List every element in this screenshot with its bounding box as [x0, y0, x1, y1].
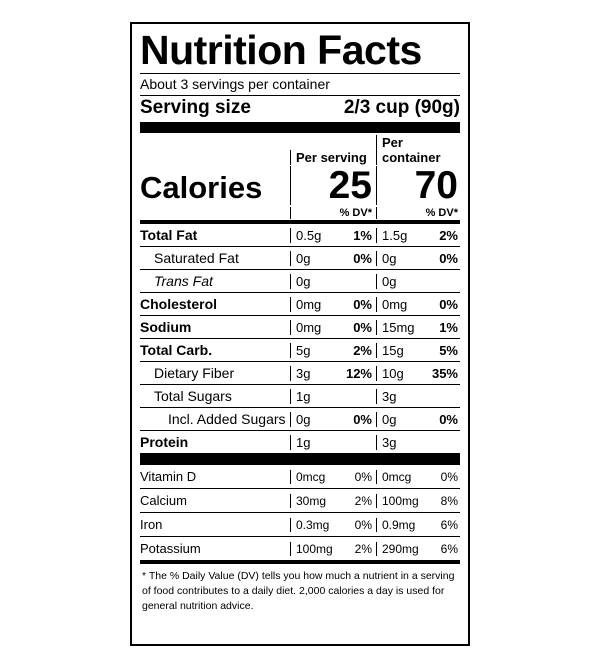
- nutrient-amount: 0g: [382, 274, 397, 289]
- vitamin-amount: 100mg: [382, 494, 419, 508]
- nutrient-row: [140, 270, 460, 292]
- nutrient-percent-dv: 1%: [353, 228, 372, 243]
- nutrient-per-container: [376, 412, 462, 427]
- nutrient-per-serving: [290, 366, 376, 381]
- daily-value-footnote: * The % Daily Value (DV) tells you how much a nutrient in a serving of food contributes to a daily diet. 2,000 calories a day is used for general nutrition advice.: [142, 570, 455, 613]
- nutrient-per-container: [376, 228, 462, 243]
- nutrient-amount: 3g: [382, 389, 397, 404]
- nutrient-percent-dv: 1%: [439, 320, 458, 335]
- servings-per-container: About 3 servings per container: [140, 76, 330, 92]
- nutrient-name: Sodium: [140, 319, 192, 335]
- nutrient-row: [140, 431, 460, 453]
- calories-row: [140, 166, 460, 206]
- nutrient-name: Incl. Added Sugars: [168, 411, 286, 427]
- dv-header-per-serving: % DV*: [290, 207, 376, 219]
- divider-thick-bottom: [140, 454, 460, 465]
- nutrient-row: [140, 316, 460, 338]
- nutrient-amount: 1.5g: [382, 228, 408, 243]
- nutrient-per-container: [376, 389, 462, 404]
- nutrient-amount: 0.5g: [296, 228, 322, 243]
- vitamin-per-container: [376, 518, 462, 532]
- nutrient-per-container: [376, 366, 462, 381]
- nutrient-row: [140, 408, 460, 430]
- vitamin-per-serving: [290, 494, 376, 508]
- nutrient-per-container: [376, 343, 462, 358]
- calories-per-container: 70: [376, 166, 462, 205]
- nutrient-row: [140, 339, 460, 361]
- vitamin-row: [140, 489, 460, 512]
- nutrient-row: [140, 362, 460, 384]
- nutrient-name: Trans Fat: [154, 273, 213, 289]
- nutrient-per-serving: [290, 228, 376, 243]
- vitamin-percent-dv: 0%: [440, 470, 458, 484]
- nutrient-per-serving: [290, 297, 376, 312]
- nutrient-amount: 0g: [296, 412, 311, 427]
- vitamin-amount: 0mcg: [296, 470, 326, 484]
- vitamin-amount: 30mg: [296, 494, 327, 508]
- serving-size-value: 2/3 cup (90g): [343, 97, 460, 118]
- vitamin-percent-dv: 6%: [440, 542, 458, 556]
- vitamin-per-container: [376, 494, 462, 508]
- vitamin-percent-dv: 2%: [354, 494, 372, 508]
- nutrient-percent-dv: 0%: [439, 297, 458, 312]
- vitamin-per-serving: [290, 518, 376, 532]
- vitamin-amount: 100mg: [296, 542, 333, 556]
- nutrient-name: Protein: [140, 434, 189, 450]
- vitamin-per-serving: [290, 542, 376, 556]
- nutrient-percent-dv: 0%: [439, 412, 458, 427]
- vitamin-percent-dv: 8%: [440, 494, 458, 508]
- nutrient-amount: 0g: [382, 251, 397, 266]
- nutrient-percent-dv: [458, 435, 462, 450]
- calories-per-serving: 25: [290, 166, 376, 205]
- nutrient-per-serving: [290, 412, 376, 427]
- vitamin-percent-dv: 0%: [354, 518, 372, 532]
- nutrient-percent-dv: [458, 389, 462, 404]
- nutrient-percent-dv: 5%: [439, 343, 458, 358]
- nutrient-percent-dv: 0%: [353, 412, 372, 427]
- nutrient-amount: 0g: [296, 274, 311, 289]
- nutrient-per-serving: [290, 389, 376, 404]
- nutrient-percent-dv: 2%: [353, 343, 372, 358]
- column-header-per-container: Per container: [376, 135, 462, 165]
- nutrient-row: [140, 247, 460, 269]
- nutrient-per-container: [376, 274, 462, 289]
- nutrient-percent-dv: [372, 389, 376, 404]
- vitamin-amount: 0.9mg: [382, 518, 416, 532]
- nutrient-amount: 0mg: [296, 320, 322, 335]
- nutrient-amount: 0g: [296, 251, 311, 266]
- nutrient-amount: 0mg: [296, 297, 322, 312]
- nutrient-per-container: [376, 251, 462, 266]
- divider-thick-top: [140, 122, 460, 133]
- nutrient-percent-dv: 2%: [439, 228, 458, 243]
- vitamin-amount: 290mg: [382, 542, 419, 556]
- nutrient-amount: 1g: [296, 389, 311, 404]
- column-header-row: [140, 133, 460, 166]
- vitamin-percent-dv: 2%: [354, 542, 372, 556]
- nutrient-row: [140, 224, 460, 246]
- nutrient-amount: 0mg: [382, 297, 408, 312]
- nutrient-percent-dv: 0%: [353, 320, 372, 335]
- vitamin-table: [140, 465, 460, 560]
- vitamin-per-container: [376, 470, 462, 484]
- nutrient-per-serving: [290, 435, 376, 450]
- vitamin-amount: 0.3mg: [296, 518, 330, 532]
- nutrient-amount: 15mg: [382, 320, 415, 335]
- nutrient-amount: 3g: [382, 435, 397, 450]
- nutrient-percent-dv: 0%: [353, 297, 372, 312]
- nutrient-name: Dietary Fiber: [154, 365, 235, 381]
- vitamin-row: [140, 465, 460, 488]
- nutrition-facts-label: [130, 22, 470, 646]
- nutrient-per-serving: [290, 251, 376, 266]
- vitamin-percent-dv: 6%: [440, 518, 458, 532]
- vitamin-name: Iron: [140, 517, 163, 532]
- nutrient-table: [140, 224, 460, 454]
- nutrient-per-container: [376, 320, 462, 335]
- nutrient-row: [140, 385, 460, 407]
- nutrient-row: [140, 293, 460, 315]
- nutrient-amount: 3g: [296, 366, 311, 381]
- nutrient-name: Total Fat: [140, 227, 198, 243]
- daily-value-header-row: [140, 206, 460, 220]
- vitamin-percent-dv: 0%: [354, 470, 372, 484]
- serving-size-label: Serving size: [140, 97, 251, 118]
- nutrient-name: Saturated Fat: [154, 250, 239, 266]
- vitamin-row: [140, 513, 460, 536]
- nutrient-per-serving: [290, 320, 376, 335]
- nutrient-amount: 5g: [296, 343, 311, 358]
- nutrient-percent-dv: [372, 274, 376, 289]
- nutrient-amount: 1g: [296, 435, 311, 450]
- nutrient-amount: 0g: [382, 412, 397, 427]
- nutrient-per-serving: [290, 274, 376, 289]
- nutrient-percent-dv: [458, 274, 462, 289]
- vitamin-name: Calcium: [140, 493, 187, 508]
- vitamin-name: Vitamin D: [140, 469, 197, 484]
- dv-header-per-container: % DV*: [376, 207, 462, 219]
- column-header-per-serving: Per serving: [290, 150, 376, 165]
- nutrient-amount: 10g: [382, 366, 404, 381]
- page-title: Nutrition Facts: [140, 27, 422, 73]
- nutrient-name: Cholesterol: [140, 296, 218, 312]
- nutrient-name: Total Carb.: [140, 342, 213, 358]
- serving-size-row: [140, 96, 460, 122]
- vitamin-row: [140, 537, 460, 560]
- nutrient-percent-dv: 35%: [431, 366, 458, 381]
- nutrient-percent-dv: 0%: [353, 251, 372, 266]
- nutrient-amount: 15g: [382, 343, 404, 358]
- vitamin-per-serving: [290, 470, 376, 484]
- calories-label: Calories: [140, 170, 263, 205]
- vitamin-per-container: [376, 542, 462, 556]
- nutrient-per-serving: [290, 343, 376, 358]
- nutrient-percent-dv: 12%: [345, 366, 372, 381]
- nutrient-per-container: [376, 297, 462, 312]
- nutrient-percent-dv: 0%: [439, 251, 458, 266]
- nutrient-name: Total Sugars: [154, 388, 232, 404]
- nutrient-per-container: [376, 435, 462, 450]
- vitamin-amount: 0mcg: [382, 470, 412, 484]
- vitamin-name: Potassium: [140, 541, 201, 556]
- nutrient-percent-dv: [372, 435, 376, 450]
